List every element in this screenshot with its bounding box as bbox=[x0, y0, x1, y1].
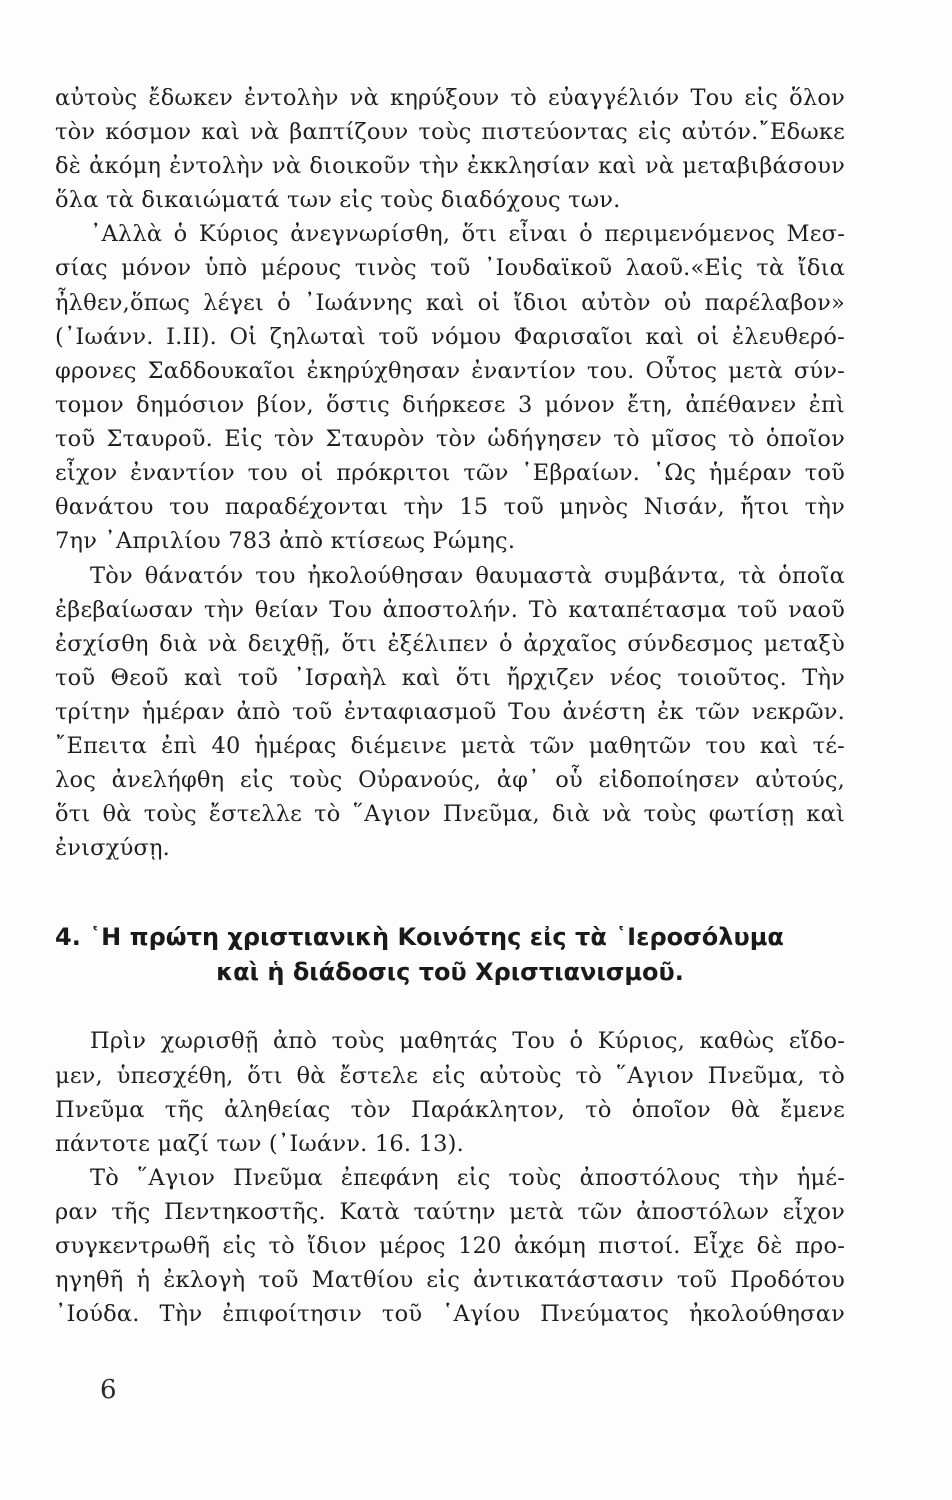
text-line: φρονες Σαδδουκαῖοι ἐκηρύχθησαν ἐναντίον του. Οὗτος μετὰ σύν- bbox=[55, 358, 845, 384]
text-line: 7ην ᾽Απριλίου 783 ἀπὸ κτίσεως Ρώμης. bbox=[55, 528, 516, 554]
text-line: δὲ ἀκόμη ἐντολὴν νὰ διοικοῦν τὴν ἐκκλησίαν καὶ νὰ μεταβιβάσουν bbox=[55, 153, 845, 179]
text-line: Τὸ ῞Αγιον Πνεῦμα ἐπεφάνη εἰς τοὺς ἀποστόλους τὴν ἡμέ- bbox=[90, 1165, 845, 1191]
text-line: μεν, ὑπεσχέθη, ὅτι θὰ ἔστελε εἰς αὐτοὺς τὸ ῞Αγιον Πνεῦμα, τὸ bbox=[55, 1063, 845, 1089]
text-line: ᾽Ιούδα. Τὴν ἐπιφοίτησιν τοῦ ῾Αγίου Πνεύματος ἠκολούθησαν bbox=[55, 1301, 845, 1327]
text-line: τοῦ Σταυροῦ. Εἰς τὸν Σταυρὸν τὸν ὡδήγησεν τὸ μῖσος τὸ ὁποῖον bbox=[55, 426, 845, 452]
text-line: αὐτοὺς ἔδωκεν ἐντολὴν νὰ κηρύξουν τὸ εὐαγγέλιόν Του εἰς ὅλον bbox=[55, 85, 845, 111]
text-line: ᾽Αλλὰ ὁ Κύριος ἀνεγνωρίσθη, ὅτι εἶναι ὁ περιμενόμενος Μεσ- bbox=[90, 221, 845, 247]
text-line: ὅλα τὰ δικαιώματά των εἰς τοὺς διαδόχους των. bbox=[55, 187, 621, 213]
text-line: τομον δημόσιον βίον, ὅστις διήρκεσε 3 μόνον ἔτη, ἀπέθανεν ἐπὶ bbox=[55, 392, 845, 418]
text-line: πάντοτε μαζί των (᾽Ιωάνν. 16. 13). bbox=[55, 1131, 464, 1157]
text-line: Τὸν θάνατόν του ἠκολούθησαν θαυμαστὰ συμβάντα, τὰ ὁποῖα bbox=[90, 563, 845, 589]
section-heading-line: καὶ ἡ διάδοσις τοῦ Χριστιανισμοῦ. bbox=[216, 958, 684, 986]
text-line: ἐνισχύσῃ. bbox=[55, 835, 171, 861]
text-line: συγκεντρωθῆ εἰς τὸ ἴδιον μέρος 120 ἀκόμη πιστοί. Εἶχε δὲ προ- bbox=[55, 1233, 845, 1259]
text-line: ἐβεβαίωσαν τὴν θείαν Του ἀποστολήν. Τὸ καταπέτασμα τοῦ ναοῦ bbox=[55, 597, 845, 623]
text-line: ῎Επειτα ἐπὶ 40 ἡμέρας διέμεινε μετὰ τῶν μαθητῶν του καὶ τέ- bbox=[55, 733, 845, 759]
text-line: ραν τῆς Πεντηκοστῆς. Κατὰ ταύτην μετὰ τῶν ἀποστόλων εἶχον bbox=[55, 1199, 845, 1225]
text-line: ἦλθεν,ὅπως λέγει ὁ ᾽Ιωάννης καὶ οἱ ἴδιοι αὐτὸν οὐ παρέλαβον» bbox=[55, 290, 845, 316]
text-line: ηγηθῆ ἡ ἐκλογὴ τοῦ Ματθίου εἰς ἀντικατάστασιν τοῦ Προδότου bbox=[55, 1267, 845, 1293]
text-line: θανάτου του παραδέχονται τὴν 15 τοῦ μηνὸς Νισάν, ἤτοι τὴν bbox=[55, 494, 845, 520]
text-line: (᾽Ιωάνν. Ι.ΙΙ). Οἱ ζηλωταὶ τοῦ νόμου Φαρισαῖοι καὶ οἱ ἐλευθερό- bbox=[55, 324, 845, 350]
page-number: 6 bbox=[100, 1375, 117, 1405]
text-line: Πρὶν χωρισθῇ ἀπὸ τοὺς μαθητάς Του ὁ Κύριος, καθὼς εἴδο- bbox=[90, 1028, 845, 1054]
text-line: εἶχον ἐναντίον του οἱ πρόκριτοι τῶν ῾Εβραίων. ῾Ως ἡμέραν τοῦ bbox=[55, 460, 845, 486]
text-line: λος ἀνελήφθη εἰς τοὺς Οὐρανούς, ἀφ᾽ οὗ εἰδοποίησεν αὐτούς, bbox=[55, 767, 845, 793]
section-heading-line: 4. ῾Η πρώτη χριστιανικὴ Κοινότης εἰς τὰ ῾Ιεροσόλυμα bbox=[55, 923, 784, 951]
text-line: ὅτι θὰ τοὺς ἔστελλε τὸ ῞Αγιον Πνεῦμα, διὰ νὰ τοὺς φωτίσῃ καὶ bbox=[55, 801, 845, 827]
text-line: σίας μόνον ὑπὸ μέρους τινὸς τοῦ ᾽Ιουδαϊκοῦ λαοῦ.«Εἰς τὰ ἴδια bbox=[55, 255, 845, 281]
text-line: τρίτην ἡμέραν ἀπὸ τοῦ ἐνταφιασμοῦ Του ἀνέστη ἐκ τῶν νεκρῶν. bbox=[55, 699, 845, 725]
text-line: Πνεῦμα τῆς ἀληθείας τὸν Παράκλητον, τὸ ὁποῖον θὰ ἔμενε bbox=[55, 1097, 845, 1123]
text-line: τὸν κόσμον καὶ νὰ βαπτίζουν τοὺς πιστεύοντας εἰς αὐτόν.῎Εδωκε bbox=[55, 119, 845, 145]
text-line: τοῦ Θεοῦ καὶ τοῦ ᾽Ισραὴλ καὶ ὅτι ἤρχιζεν νέος τοιοῦτος. Τὴν bbox=[55, 665, 845, 691]
text-line: ἐσχίσθη διὰ νὰ δειχθῇ, ὅτι ἐξέλιπεν ὁ ἀρχαῖος σύνδεσμος μεταξὺ bbox=[55, 631, 845, 657]
